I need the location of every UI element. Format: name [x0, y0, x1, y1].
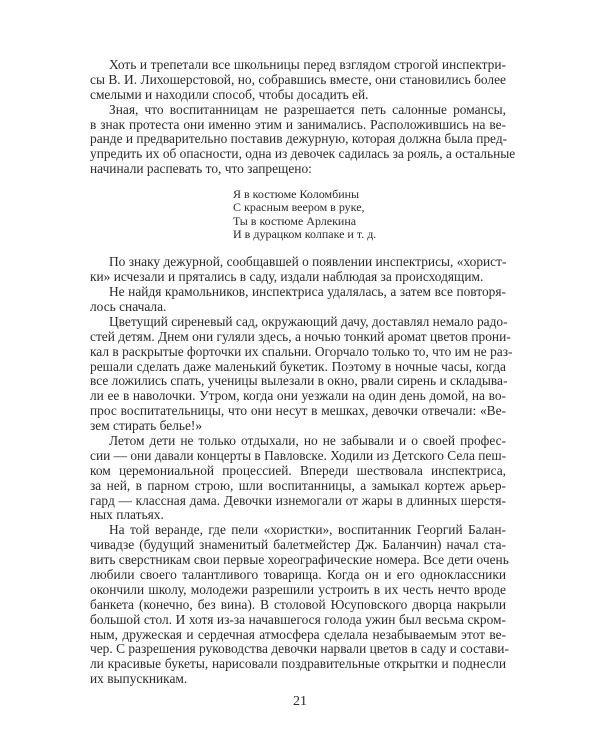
text-line: чер. С разрешения руководства девочки нарвали цветов в саду и состави-: [90, 641, 509, 657]
text-line: ранде и предварительно поставив дежурную, которая должна была пред-: [90, 131, 508, 147]
text-line: упредить их об опасности, одна из девочек садилась за рояль, а остальные: [90, 146, 516, 162]
text-line: решали сделать даже маленький букетик. Поэтому в ночные часы, когда: [90, 358, 506, 374]
poem-line: И в дурацком колпаке и т. д.: [233, 227, 377, 242]
paragraph: [90, 58, 506, 103]
text-line: ным, дружеская и сердечная атмосфера сделала незабываемым этот ве-: [90, 626, 506, 642]
text-line: кал в раскрытые форточки их спальни. Огорчало только то, что им не раз-: [90, 343, 513, 359]
paragraph: [90, 522, 509, 687]
text-line: гард — классная дама. Девочки изнемогали от жары в длинных шерстя-: [90, 492, 506, 508]
text-line: Не найдя крамольников, инспектриса удалялась, а затем все повторя-: [109, 284, 506, 300]
text-line: ли красивые букеты, нарисовали поздравительные открытки и поднесли: [90, 656, 506, 672]
paragraph: [90, 313, 513, 434]
text-line: На той веранде, где пели «хористки», воспитанник Георгий Балан-: [109, 522, 506, 538]
text-line: сии — они давали концерты в Павловске. Ходили из Детского Села пеш-: [90, 447, 507, 463]
text-line: в знак протеста они именно этим и занимались. Расположившись на ве-: [90, 116, 506, 132]
text-line: сы В. И. Лихошерстовой, но, собравшись вместе, они становились более: [90, 71, 506, 87]
poem-line: Ты в костюме Арлекина: [233, 213, 357, 228]
poem-quote: [233, 188, 506, 241]
poem-line: Я в костюме Коломбины: [233, 187, 360, 202]
page-number: 21: [293, 694, 307, 709]
text-line: смелыми и находили способ, чтобы досадить ей.: [90, 86, 369, 102]
text-line: начинали распевать то, что запрещено:: [90, 161, 312, 177]
text-line: ных платьях.: [90, 507, 164, 523]
page-body: [90, 57, 516, 687]
text-line: лось сначала.: [90, 298, 167, 314]
text-line: окончили школу, молодежи разрешили устроить в их честь нечто вроде: [90, 581, 506, 597]
text-line: за ней, в парном строю, шли воспитанницы, а замыкал кортеж арьер-: [90, 477, 506, 493]
text-line: чивадзе (будущий знаменитый балетмейстер Дж. Баланчин) начал ста-: [90, 537, 506, 553]
text-line: любили своего талантливого товарища. Когда он и его одноклассники: [90, 567, 506, 583]
poem-line: С красным веером в руке,: [233, 200, 365, 215]
paragraph: [90, 434, 506, 523]
paragraph: [90, 285, 506, 315]
text-line: зем стирать белье!»: [90, 418, 203, 434]
text-line: Зная, что воспитанницам не разрешается петь салонные романсы,: [109, 101, 506, 117]
text-line: ки» исчезали и прятались в саду, издали наблюдая за происходящим.: [90, 269, 484, 285]
paragraph: [90, 255, 506, 285]
paragraph: [90, 101, 516, 177]
text-line: вить сверстникам свои первые хореографические номера. Все дети очень: [90, 552, 509, 568]
text-line: большой стол. И хотя из-за начавшегося голода ужин был весьма скром-: [90, 611, 506, 627]
text-line: Цветущий сиреневый сад, окружающий дачу, доставлял немало радо-: [109, 313, 508, 329]
text-line: все ложились спать, ученицы вылезали в окно, рвали сирень и складыва-: [90, 373, 508, 389]
text-line: их выпускникам.: [90, 671, 188, 687]
text-line: прос воспитательницы, что они несут в мешках, девочки отвечали: «Ве-: [90, 403, 506, 419]
text-line: банкета (конечно, без вина). В столовой Юсуповского дворца накрыли: [90, 596, 506, 612]
text-line: ли ее в наволочки. Утром, когда они уезжали на один день домой, на во-: [90, 388, 506, 404]
text-line: Летом дети не только отдыхали, но не забывали и о своей профес-: [109, 433, 506, 448]
text-line: По знаку дежурной, сообщавшей о появлении инспектрисы, «хорист-: [109, 254, 507, 270]
text-line: Хоть и трепетали все школьницы перед взглядом строгой инспектри-: [109, 57, 506, 72]
text-line: стей детям. Днем они гуляли здесь, а ночью тонкий аромат цветов прони-: [90, 328, 511, 344]
text-line: ком церемониальной процессией. Впереди шествовала инспектриса,: [90, 462, 506, 478]
